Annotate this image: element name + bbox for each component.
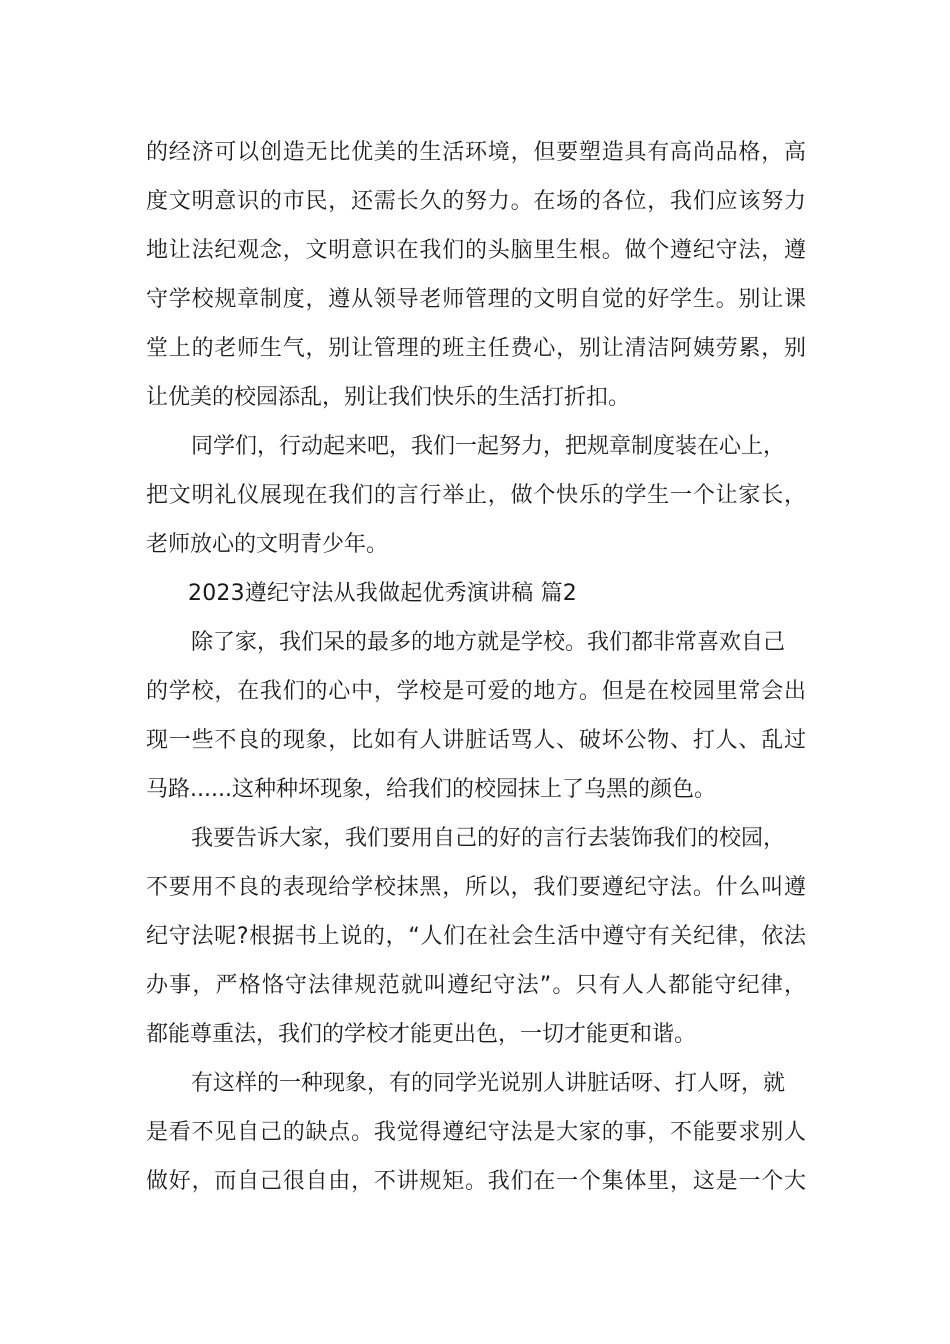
text-line: 的经济可以创造无比优美的生活环境，但要塑造具有高尚品格，高 (146, 140, 806, 165)
text-line: 办事，严格恪守法律规范就叫遵纪守法”。只有人人都能守纪律， (146, 973, 806, 998)
paragraph-first-line: 同学们，行动起来吧，我们一起努力，把规章制度装在心上， (191, 434, 786, 459)
text-line: 马路......这种种坏现象，给我们的校园抹上了乌黑的颜色。 (146, 777, 716, 802)
text-line: 都能尊重法，我们的学校才能更出色，一切才能更和谐。 (146, 1022, 697, 1047)
text-line: 纪守法呢?根据书上说的，“人们在社会生活中遵守有关纪律，依法 (146, 924, 806, 949)
text-line: 地让法纪观念，文明意识在我们的头脑里生根。做个遵纪守法，遵 (146, 238, 806, 263)
text-line: 堂上的老师生气，别让管理的班主任费心，别让清洁阿姨劳累，别 (146, 336, 806, 361)
section-heading: 2023遵纪守法从我做起优秀演讲稿 篇2 (188, 581, 577, 606)
text-line: 把文明礼仪展现在我们的言行举止，做个快乐的学生一个让家长， (146, 483, 806, 508)
text-line: 守学校规章制度，遵从领导老师管理的文明自觉的好学生。别让课 (146, 287, 806, 312)
text-line: 度文明意识的市民，还需长久的努力。在场的各位，我们应该努力 (146, 189, 806, 214)
document-body (146, 128, 806, 1206)
paragraph-first-line: 有这样的一种现象，有的同学光说别人讲脏话呀、打人呀，就 (191, 1071, 786, 1096)
paragraph-first-line: 除了家，我们呆的最多的地方就是学校。我们都非常喜欢自己 (191, 630, 786, 655)
text-line: 的学校，在我们的心中，学校是可爱的地方。但是在校园里常会出 (146, 679, 806, 704)
text-line: 现一些不良的现象，比如有人讲脏话骂人、破坏公物、打人、乱过 (146, 728, 806, 753)
text-line: 不要用不良的表现给学校抹黑，所以，我们要遵纪守法。什么叫遵 (146, 875, 806, 900)
text-line: 是看不见自己的缺点。我觉得遵纪守法是大家的事，不能要求别人 (146, 1120, 806, 1145)
text-line: 做好，而自己很自由，不讲规矩。我们在一个集体里，这是一个大 (146, 1169, 806, 1194)
paragraph-first-line: 我要告诉大家，我们要用自己的好的言行去装饰我们的校园， (191, 826, 786, 851)
text-line: 老师放心的文明青少年。 (146, 532, 389, 557)
text-line: 让优美的校园添乱，别让我们快乐的生活打折扣。 (146, 385, 631, 410)
